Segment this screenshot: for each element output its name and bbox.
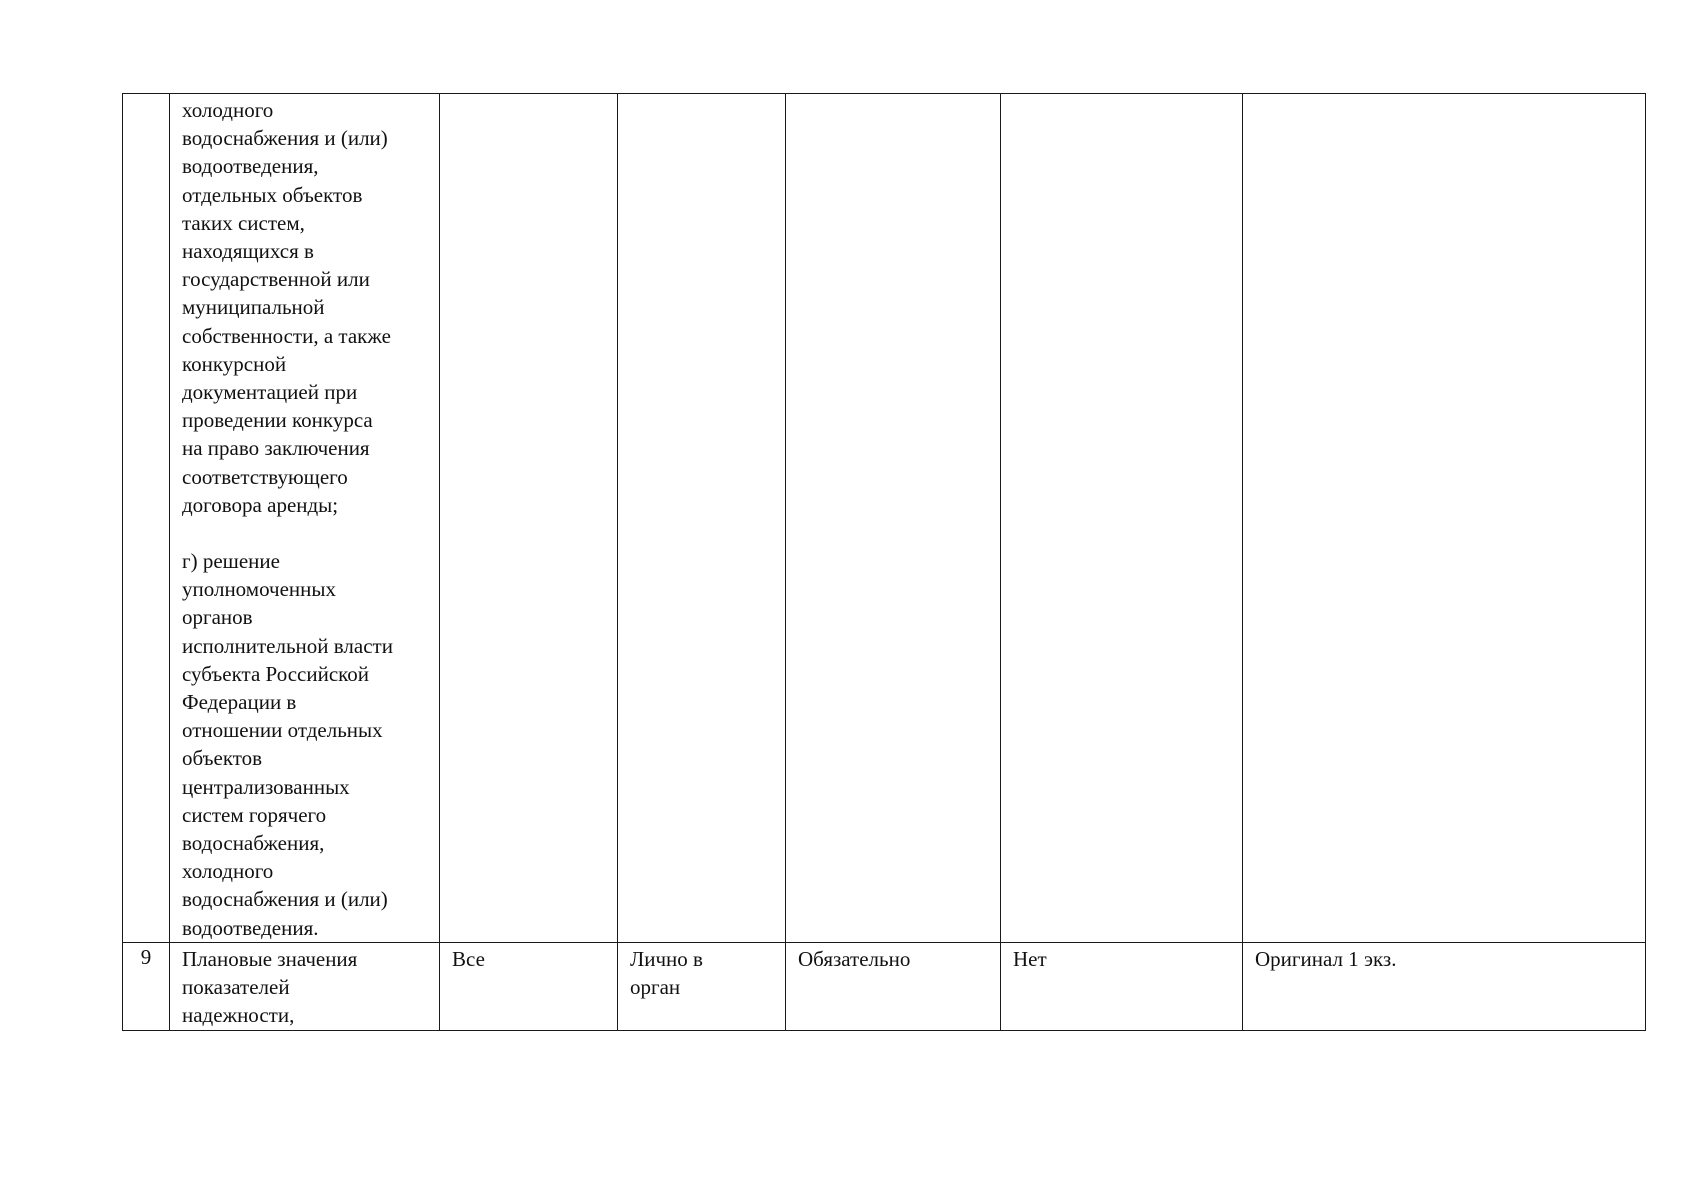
document-text-line: отдельных объектов [182, 182, 363, 207]
document-text-line: органов [182, 605, 253, 630]
document-text-line: находящихся в [182, 239, 314, 264]
document-text-line: конкурсной [182, 351, 287, 376]
form-cell: Оригинал 1 экз. [1243, 942, 1646, 1030]
document-text-line: водоснабжения, [182, 831, 325, 856]
document-text-line: документацией при [182, 380, 358, 405]
document-text-line: уполномоченных [182, 577, 336, 602]
submission-cell [618, 942, 786, 1030]
extra-cell: Нет [1001, 942, 1243, 1030]
requirement-cell [786, 94, 1001, 943]
document-text-line: водоотведения. [182, 915, 319, 940]
document-text-line: г) решение [182, 549, 280, 574]
document-text-line: холодного [182, 98, 274, 122]
form-cell [1243, 94, 1646, 943]
submission-text-line: Лично в [630, 946, 703, 971]
document-text-line: субъекта Российской [182, 661, 370, 686]
document-text-line: проведении конкурса [182, 408, 373, 433]
extra-cell [1001, 94, 1243, 943]
document-text-line: объектов [182, 746, 263, 771]
document-text-line: систем горячего [182, 802, 327, 827]
document-name-cell [170, 94, 440, 943]
document-text-line: централизованных [182, 774, 350, 799]
document-text-line: государственной или [182, 267, 370, 292]
paragraph-gap [182, 519, 427, 547]
document-text-line: договора аренды; [182, 492, 339, 517]
document-text-line: водоотведения, [182, 154, 319, 179]
submission-cell [618, 94, 786, 943]
category-cell: Все [440, 942, 618, 1030]
submission-text-line: орган [630, 975, 681, 1000]
document-text-line: исполнительной власти [182, 633, 393, 658]
document-text-line: на право заключения [182, 436, 370, 461]
table-row-9 [123, 942, 1646, 1030]
document-text-line: Федерации в [182, 690, 297, 715]
row-number-cell [123, 94, 170, 943]
document-text-line: муниципальной [182, 295, 325, 320]
document-text-line: холодного [182, 859, 274, 884]
document-text-line: таких систем, [182, 210, 305, 235]
row-number-cell: 9 [123, 942, 170, 1030]
document-text-line: надежности, [182, 1003, 295, 1028]
requirements-table [122, 93, 1646, 1031]
category-cell [440, 94, 618, 943]
document-text-line: Плановые значения [182, 946, 358, 971]
document-text-line: отношении отдельных [182, 718, 383, 743]
document-name-cell [170, 942, 440, 1030]
document-text-line: водоснабжения и (или) [182, 126, 388, 151]
requirement-cell: Обязательно [786, 942, 1001, 1030]
document-text-line: собственности, а также [182, 323, 391, 348]
table-row-continuation [123, 94, 1646, 943]
document-text-line: показателей [182, 975, 290, 1000]
document-text-line: соответствующего [182, 464, 348, 489]
document-text-line: водоснабжения и (или) [182, 887, 388, 912]
